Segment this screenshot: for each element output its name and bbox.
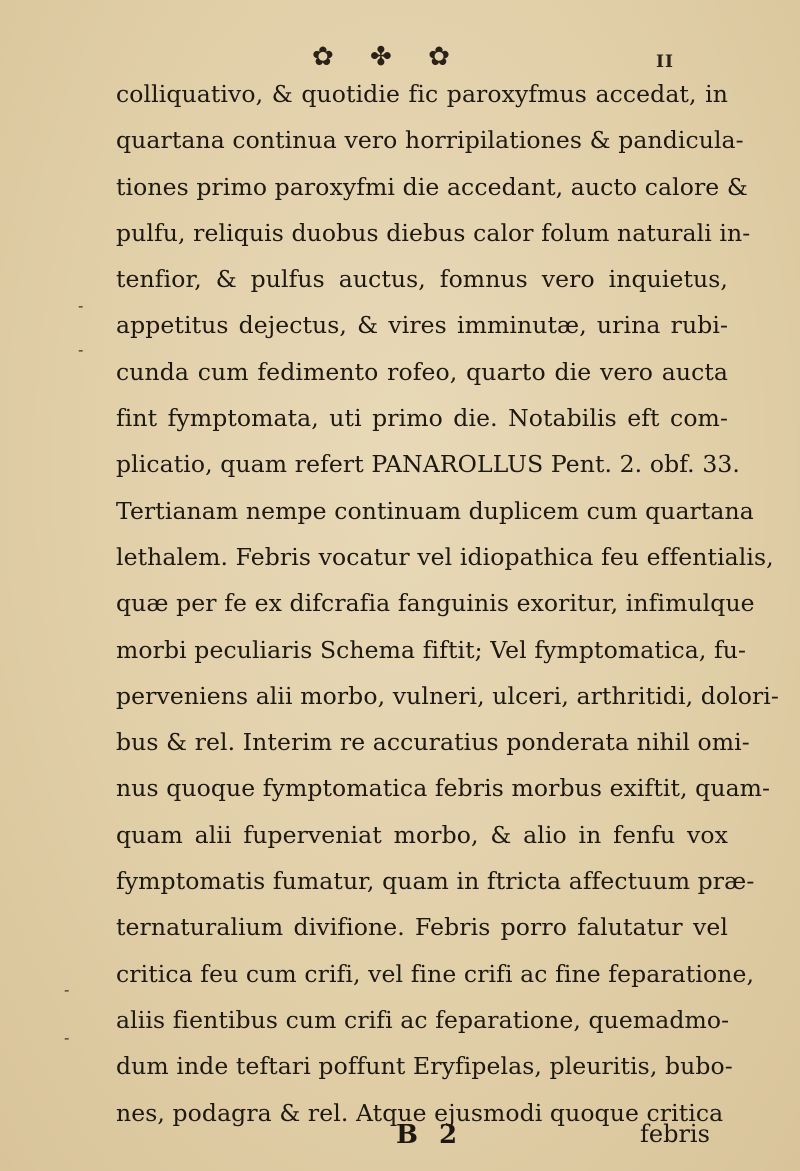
text-line: colliquativo, & quotidie fic paroxyfmus accedat, in (116, 80, 728, 108)
text-line: bus & rel. Interim re accuratius ponderata nihil omi- (116, 728, 750, 757)
margin-tick-mark: - (64, 1028, 70, 1047)
text-line: critica feu cum crifi, vel fine crifi ac fine feparatione, (116, 959, 755, 988)
margin-tick-mark: - (78, 296, 84, 315)
ornament-icon: ✿ ✤ ✿ (312, 42, 464, 72)
text-line: quæ per fe ex difcrafia fanguinis exoritur, infimulque (116, 589, 755, 618)
catchword: febris (640, 1120, 710, 1148)
text-line: aliis fientibus cum crifi ac feparatione, quemadmo- (116, 1005, 730, 1034)
text-line: quam alii fuperveniat morbo, & alio in fenfu vox (116, 820, 728, 849)
text-line: tenfior, & pulfus auctus, fomnus vero inquietus, (116, 265, 728, 294)
text-line: quartana continua vero horripilationes & pandicula- (116, 126, 744, 155)
page-header (0, 38, 800, 74)
text-line: nus quoque fymptomatica febris morbus exiftit, quam- (116, 774, 771, 803)
text-line: appetitus dejectus, & vires imminutæ, urina rubi- (116, 311, 728, 340)
text-line: lethalem. Febris vocatur vel idiopathica feu effentialis, (116, 542, 774, 571)
printer-signature: B 2 (396, 1120, 464, 1150)
text-line: tiones primo paroxyfmi die accedant, aucto calore & (116, 172, 748, 201)
text-line: Tertianam nempe continuam duplicem cum quartana (116, 496, 754, 525)
body-text (116, 71, 779, 1136)
page-footer (0, 1120, 800, 1160)
text-line: plicatio, quam refert PANAROLLUS Pent. 2. obf. 33. (116, 450, 740, 479)
text-line: fymptomatis fumatur, quam in ftricta affectuum præ- (116, 867, 755, 896)
text-line: fint fymptomata, uti primo die. Notabilis eft com- (116, 404, 728, 433)
margin-tick-mark: - (64, 980, 70, 999)
margin-tick-mark: - (78, 340, 84, 359)
text-line: dum inde teftari poffunt Eryfipelas, pleuritis, bubo- (116, 1052, 733, 1081)
page-number: II (656, 52, 674, 72)
text-line: pulfu, reliquis duobus diebus calor folum naturali in- (116, 218, 751, 247)
text-line: nes, podagra & rel. Atque ejusmodi quoque critica (116, 1098, 724, 1127)
text-line: ternaturalium divifione. Febris porro falutatur vel (116, 913, 728, 942)
text-line: cunda cum fedimento rofeo, quarto die vero aucta (116, 357, 728, 386)
text-line: morbi peculiaris Schema fiftit; Vel fymptomatica, fu- (116, 635, 747, 664)
text-line: perveniens alii morbo, vulneri, ulceri, arthritidi, dolori- (116, 681, 779, 710)
